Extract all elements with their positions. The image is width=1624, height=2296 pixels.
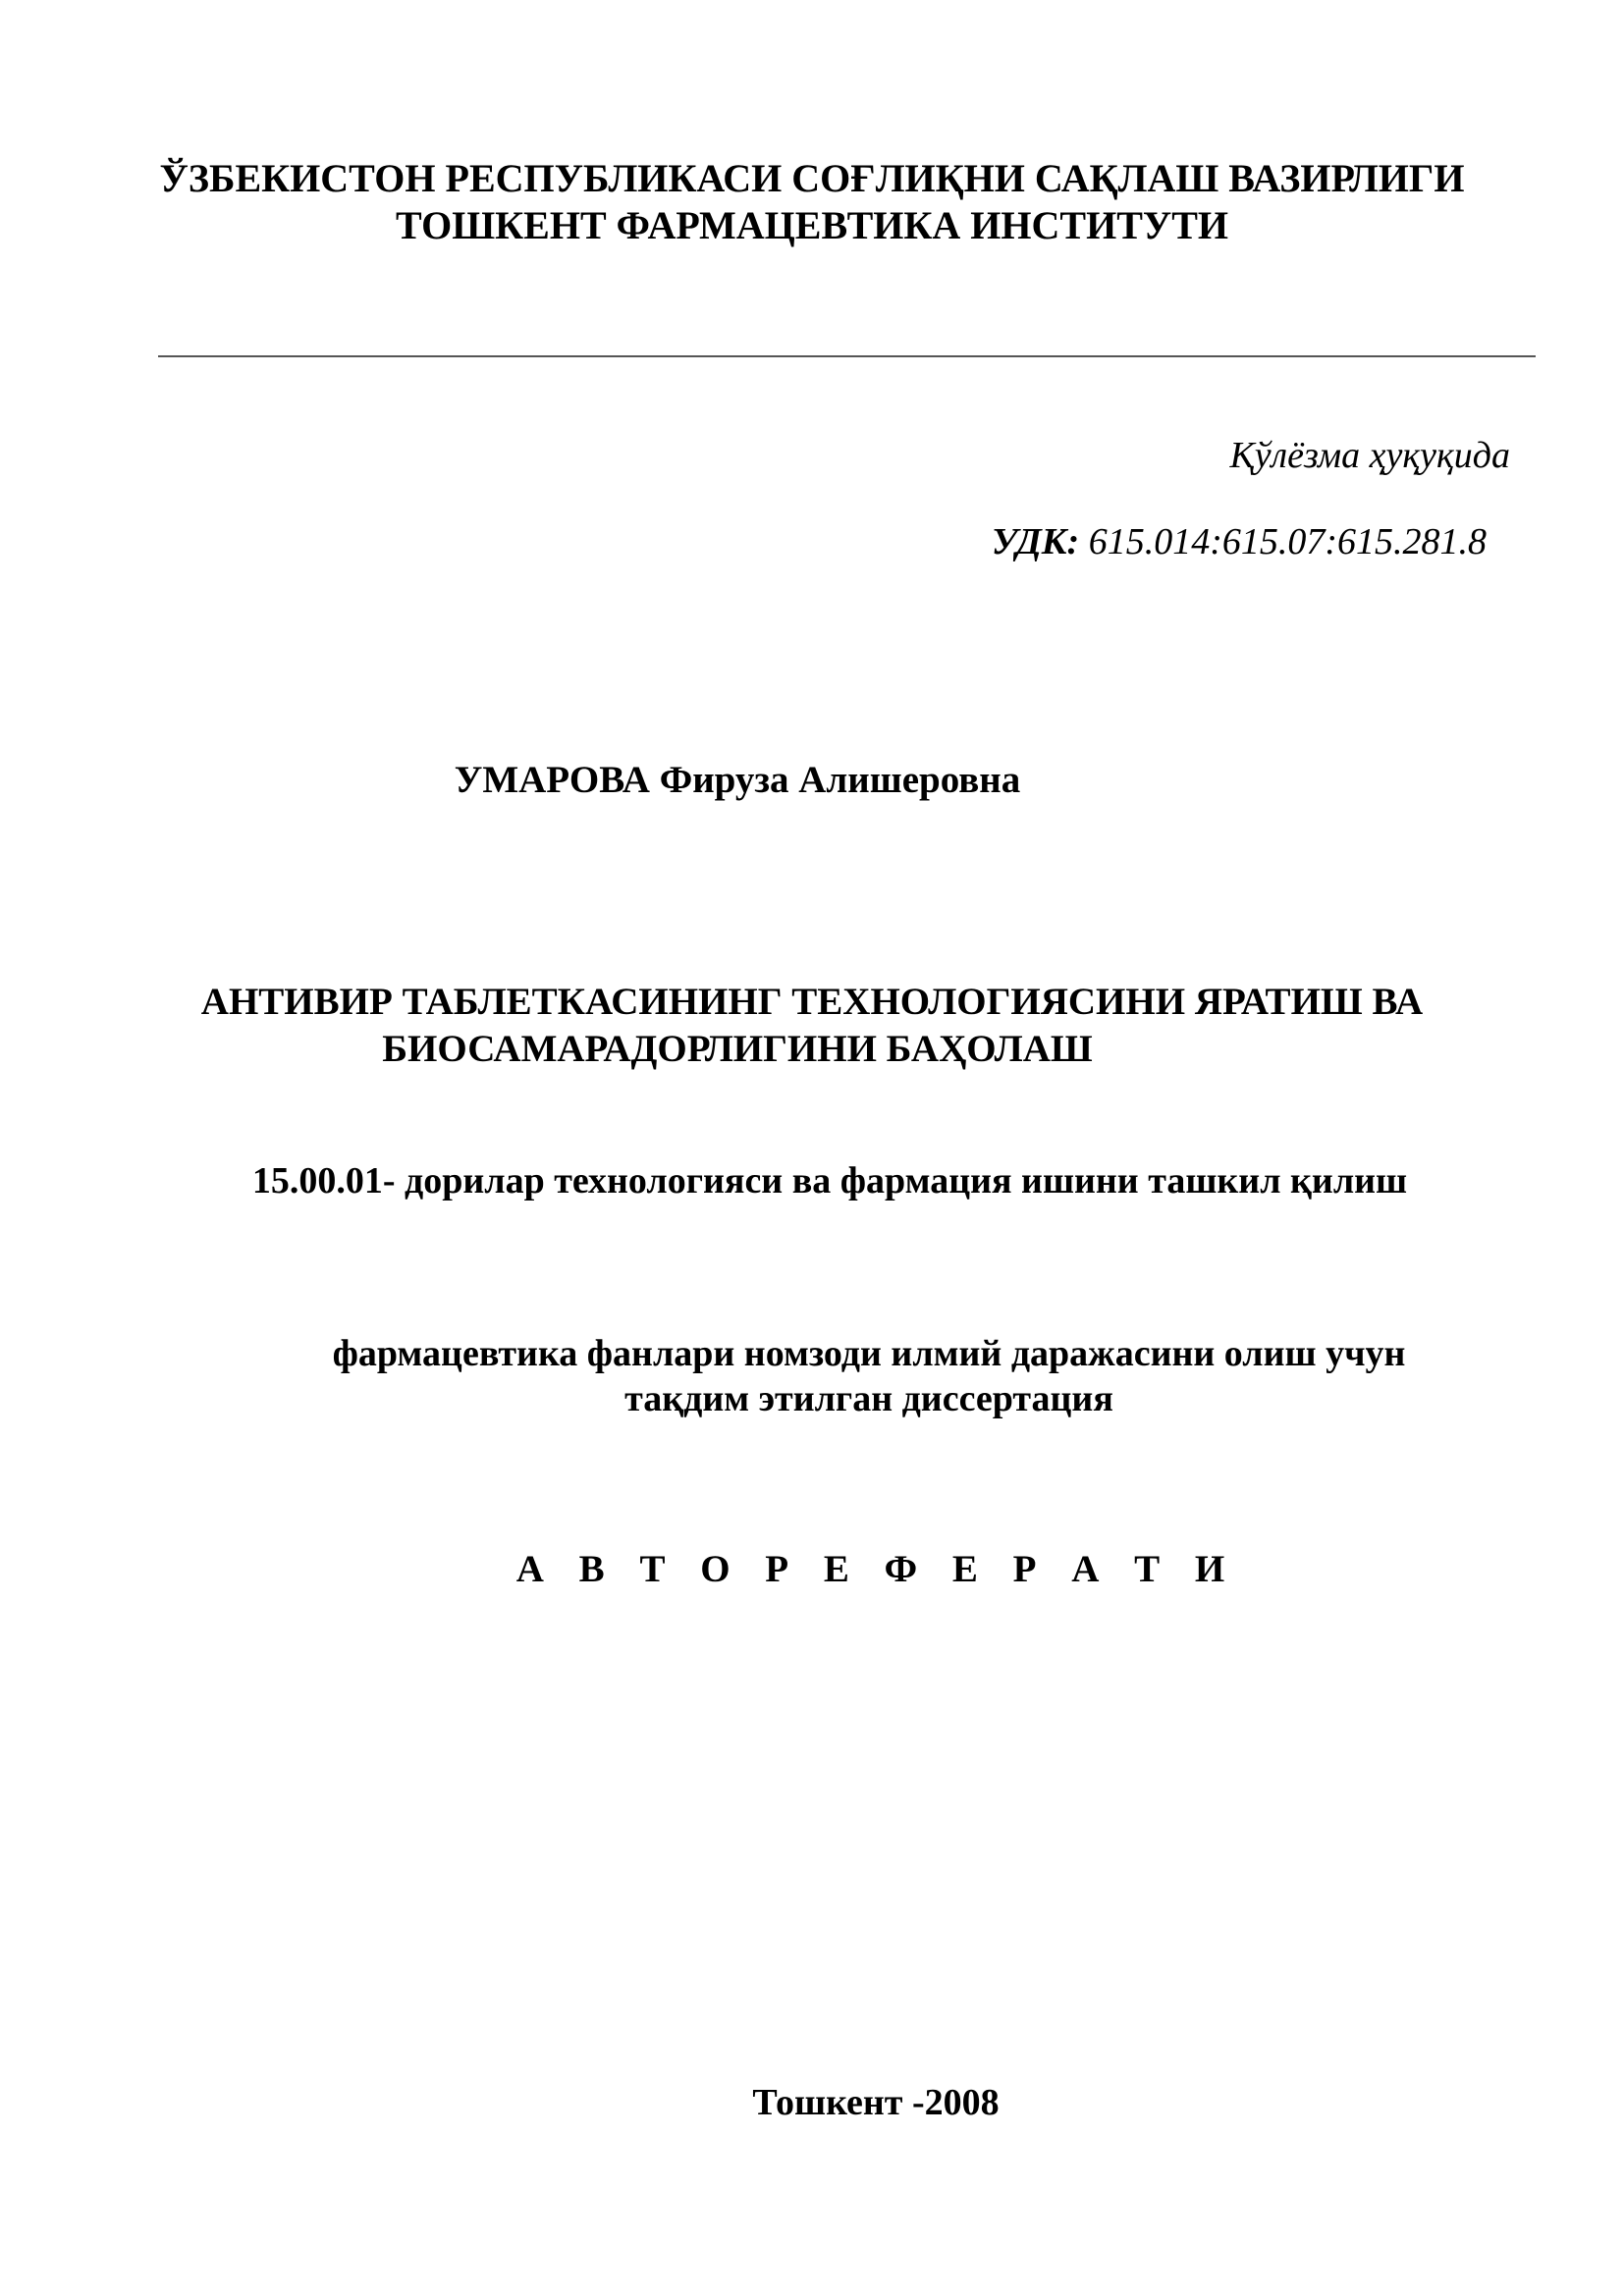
ministry-heading: ЎЗБЕКИСТОН РЕСПУБЛИКАСИ СОҒЛИҚНИ САҚЛАШ ВАЗИРЛИГИ — [159, 156, 1465, 200]
degree-statement-line-1: фармацевтика фанлари номзоди илмий даражасини олиш учун — [332, 1333, 1406, 1374]
udk-label: УДК: — [991, 521, 1080, 562]
degree-statement-line-2: тақдим этилган диссертация — [624, 1378, 1113, 1419]
udk-line — [992, 520, 1487, 563]
udk-value: 615.014:615.07:615.281.8 — [1079, 521, 1487, 562]
rights-notice: Қўлёзма ҳуқуқида — [1229, 435, 1510, 476]
dissertation-title-line-1: АНТИВИР ТАБЛЕТКАСИНИНГ ТЕХНОЛОГИЯСИНИ ЯРАТИШ ВА — [200, 981, 1424, 1023]
author-name: УМАРОВА Фируза Алишеровна — [454, 759, 1021, 801]
specialty-code: 15.00.01- дорилар технологияси ва фармация ишини ташкил қилиш — [251, 1160, 1408, 1201]
header-divider — [158, 355, 1536, 357]
document-type: А В Т О Р Е Ф Е Р А Т И — [515, 1548, 1238, 1590]
institute-heading: ТОШКЕНТ ФАРМАЦЕВТИКА ИНСТИТУТИ — [395, 203, 1229, 247]
dissertation-title-line-2: БИОСАМАРАДОРЛИГИНИ БАҲОЛАШ — [382, 1028, 1093, 1070]
city-and-year: Тошкент -2008 — [752, 2082, 1000, 2123]
